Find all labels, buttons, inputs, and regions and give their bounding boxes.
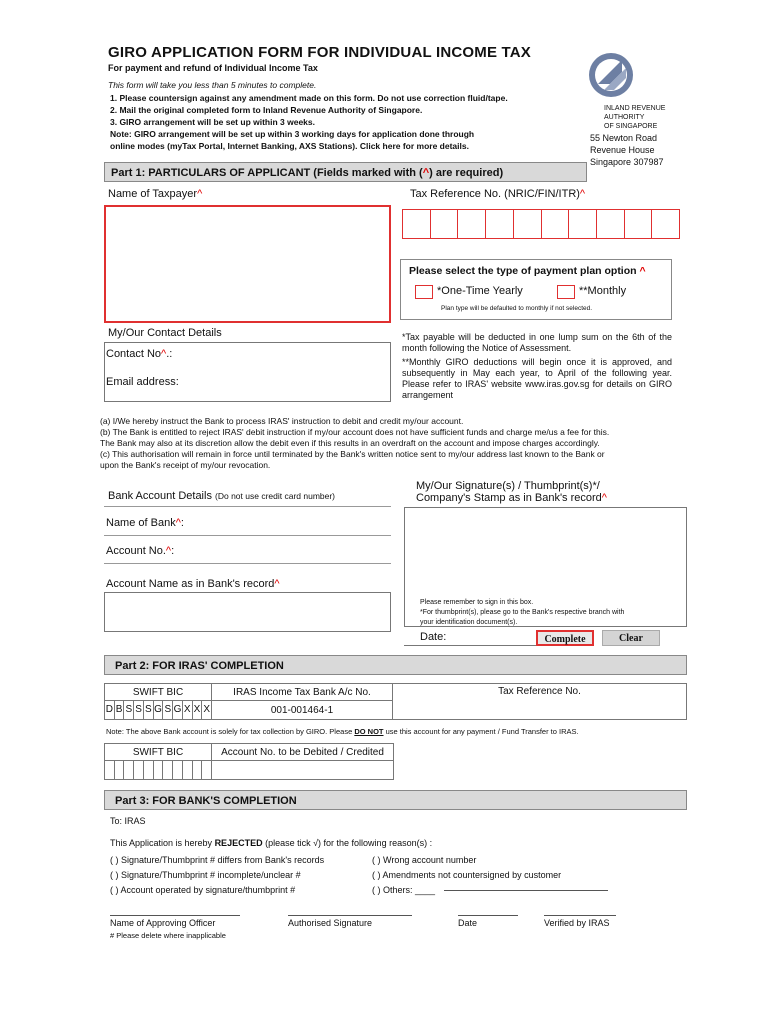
swift-code-cells: D B S S S G S G X X X <box>105 701 212 720</box>
bank-name-input[interactable] <box>190 515 390 531</box>
note-one-time: *Tax payable will be deducted in one lump sum on the 6th of the month following the Notice of Assessment. <box>402 332 672 353</box>
contact-heading: My/Our Contact Details <box>108 327 222 339</box>
monthly-checkbox[interactable] <box>557 285 575 299</box>
form-title: GIRO APPLICATION FORM FOR INDIVIDUAL INCOME TAX <box>108 44 532 61</box>
footnote: # Please delete where inapplicable <box>110 931 226 940</box>
approving-officer-label: Name of Approving Officer <box>110 918 216 928</box>
taxpayer-name-label: Name of Taxpayer^ <box>108 188 203 200</box>
divider <box>104 506 391 507</box>
payment-plan-box <box>400 259 672 320</box>
organisation-name: INLAND REVENUE AUTHORITY OF SINGAPORE <box>604 105 666 130</box>
col-swift-bic: SWIFT BIC <box>105 684 212 701</box>
account-name-input[interactable] <box>104 592 391 632</box>
date-input[interactable] <box>460 630 534 644</box>
contact-no-label: Contact No^.: <box>106 348 173 360</box>
date-line-p3 <box>458 915 518 916</box>
rejection-statement: This Application is hereby REJECTED (please tick √) for the following reason(s) : <box>110 838 433 848</box>
to-iras: To: IRAS <box>110 816 146 826</box>
instruction-steps <box>110 92 508 152</box>
verified-label: Verified by IRAS <box>544 918 610 928</box>
form-intro: This form will take you less than 5 minutes to complete. <box>108 80 317 90</box>
col-swift-bic-2: SWIFT BIC <box>105 744 212 761</box>
authorised-line <box>288 915 412 916</box>
one-time-checkbox[interactable] <box>415 285 433 299</box>
iras-logo-icon <box>588 52 634 98</box>
officer-line <box>110 915 240 916</box>
verified-line <box>544 915 616 916</box>
step-3: 3. GIRO arrangement will be set up within 3 weeks. <box>110 117 316 127</box>
note-monthly: **Monthly GIRO deductions will begin once it is approved, and subsequently in May each year, to April of the following year. Please refer to IRAS' website www.iras.gov.sg for details on GIRO arrangement <box>402 357 672 400</box>
part3-heading: Part 3: FOR BANK'S COMPLETION <box>104 790 687 810</box>
part2-heading: Part 2: FOR IRAS' COMPLETION <box>104 655 687 675</box>
complete-button[interactable]: Complete <box>536 630 594 646</box>
authorised-signature-label: Authorised Signature <box>288 918 373 928</box>
step-3-note-2[interactable]: online modes (myTax Portal, Internet Banking, AXS Stations). Click here for more details. <box>110 141 469 151</box>
bank-debit-table <box>104 743 394 780</box>
reasons-right: ( ) Wrong account number ( ) Amendments not countersigned by customer ( ) Others: ____ <box>372 855 562 895</box>
swift-entry-cells[interactable] <box>105 761 212 780</box>
bank-details-heading: Bank Account Details (Do not use credit card number) <box>108 490 336 502</box>
others-line <box>444 890 608 891</box>
divider <box>104 563 391 564</box>
divider <box>104 535 391 536</box>
clear-button[interactable]: Clear <box>602 630 660 646</box>
email-label: Email address: <box>106 376 179 388</box>
account-no-input[interactable] <box>180 543 390 559</box>
col-tax-ref: Tax Reference No. <box>393 684 687 720</box>
bank-name-label: Name of Bank^: <box>106 517 184 529</box>
iras-address: 55 Newton Road Revenue House Singapore 307987 <box>590 133 664 167</box>
monthly-label: **Monthly <box>579 285 627 297</box>
reasons-left: ( ) Signature/Thumbprint # differs from Bank's records ( ) Signature/Thumbprint # incomplete/unclear # ( ) Account operated by signature/thumbprint # <box>110 855 325 895</box>
plan-notes <box>402 332 672 401</box>
form-subtitle: For payment and refund of Individual Income Tax <box>108 63 318 73</box>
contact-no-input[interactable] <box>172 348 384 362</box>
authorisation-clauses: (a) I/We hereby instruct the Bank to process IRAS' instruction to debit and credit my/our account. (b) The Bank is entitled to reject IRAS' debit instruction if my/our account does not have sufficient funds and charge me/us a fee for this. The Bank may also at its discretion allow the debit even if this results in an overdraft on the account and impose charges accordingly. (c) This authorisation will remain in force until terminated by the Bank's written notice sent to my/our address last known to the Bank or upon the Bank's receipt of my/our revocation. <box>100 416 610 470</box>
email-input[interactable] <box>186 376 384 390</box>
tax-ref-label: Tax Reference No. (NRIC/FIN/ITR)^ <box>410 188 586 200</box>
bank-ac-value: 001-001464-1 <box>212 701 393 720</box>
col-bank-ac: IRAS Income Tax Bank A/c No. <box>212 684 393 701</box>
account-name-label: Account Name as in Bank's record^ <box>106 578 280 590</box>
col-account-debit: Account No. to be Debited / Credited <box>212 744 394 761</box>
date-label: Date: <box>420 631 447 643</box>
iras-completion-table <box>104 683 687 720</box>
step-1: 1. Please countersign against any amendment made on this form. Do not use correction fluid/tape. <box>110 93 508 103</box>
tax-ref-input[interactable] <box>402 209 680 239</box>
signature-notes: Please remember to sign in this box. *For thumbprint(s), please go to the Bank's respective branch with your identification document(s). <box>420 599 625 626</box>
part2-note: Note: The above Bank account is solely for tax collection by GIRO. Please DO NOT use this account for any payment / Fund Transfer to IRAS. <box>106 727 579 736</box>
account-no-label: Account No.^: <box>106 545 175 557</box>
account-debit-input[interactable] <box>212 761 394 780</box>
date-label-p3: Date <box>458 918 478 928</box>
part1-heading: Part 1: PARTICULARS OF APPLICANT (Fields marked with (^) are required) <box>104 162 587 182</box>
one-time-label: *One-Time Yearly <box>437 285 523 297</box>
taxpayer-name-input[interactable] <box>104 205 391 323</box>
payment-plan-header: Please select the type of payment plan option ^ <box>409 265 646 277</box>
step-3-note-1[interactable]: Note: GIRO arrangement will be set up within 3 working days for application done through <box>110 129 475 139</box>
step-2: 2. Mail the original completed form to Inland Revenue Authority of Singapore. <box>110 105 423 115</box>
date-line <box>404 645 536 646</box>
signature-heading: My/Our Signature(s) / Thumbprint(s)*/ Company's Stamp as in Bank's record^ <box>416 480 607 504</box>
plan-default-note: Plan type will be defaulted to monthly if not selected. <box>441 305 593 312</box>
